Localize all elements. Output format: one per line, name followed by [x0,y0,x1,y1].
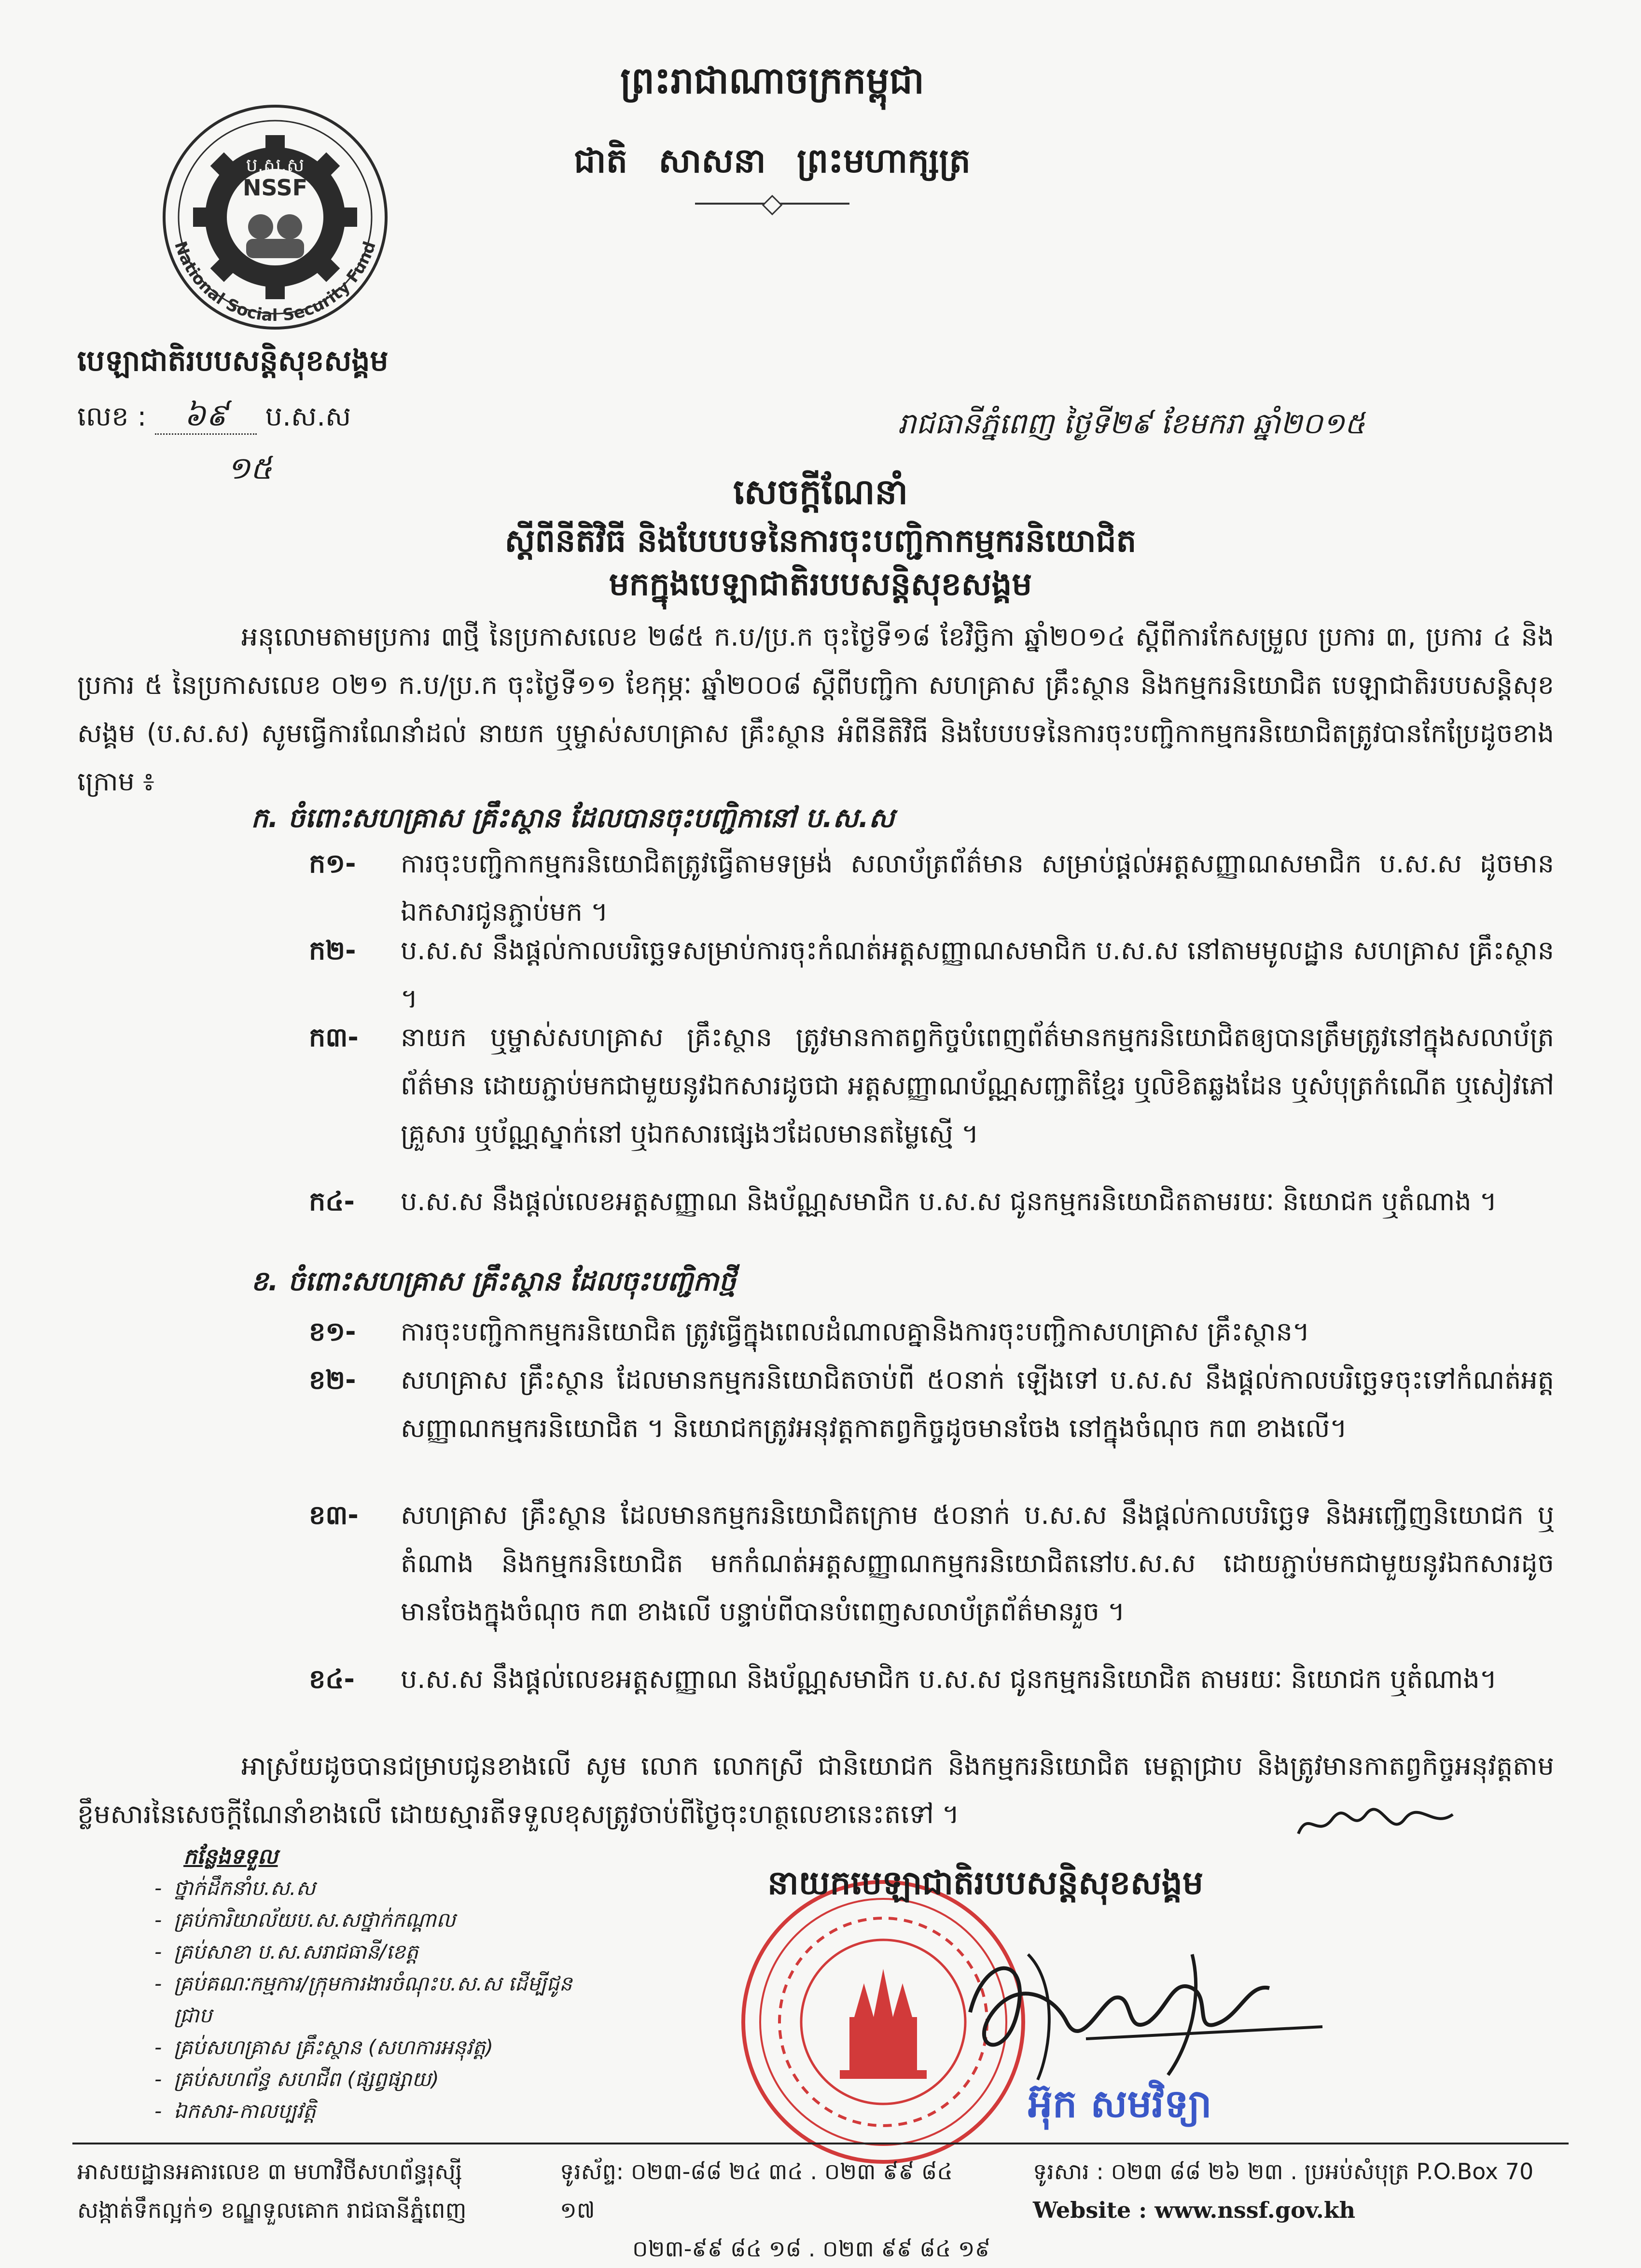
reference-label: លេខ : [77,401,147,432]
list-item: - គ្រប់សាខា ប.ស.សរាជធានី/ខេត្ត [174,1936,608,1968]
footer-divider [72,2143,1569,2144]
item-label: ខ២- [309,1365,356,1395]
recipients-list [174,1872,608,2127]
list-item [309,840,1554,936]
list-item [309,1177,1554,1226]
item-text: ការចុះបញ្ជិកាកម្មករនិយោជិត ត្រូវធ្វើក្នុងពេលដំណាលគ្នានិងការចុះបញ្ជិកាសហគ្រាស គ្រឹះស្ថាន។ [401,1316,1310,1347]
item-text: ប.ស.ស នឹងផ្តល់លេខអត្តសញ្ញាណ និងប័ណ្ណសមាជិក ប.ស.ស ជូនកម្មករនិយោជិតតាមរយៈ និយោជក ឬតំណាង ។ [401,1186,1497,1217]
list-item [309,1308,1554,1356]
national-motto: ជាតិ សាសនា ព្រះមហាក្សត្រ [574,141,971,180]
list-item: - គ្រប់គណៈកម្មការ/ក្រុមការងារចំណុះប.ស.ស ដើម្បីជូនជ្រាប [174,1968,608,2032]
item-label: ខ១- [309,1316,356,1347]
place-and-date: រាជធានីភ្នំពេញ ថ្ងៃទី២៩ ខែមករា ឆ្នាំ២០១៥ [898,407,1365,441]
list-item [309,1013,1554,1158]
footer-address [77,2152,560,2229]
intro-paragraph: អនុលោមតាមប្រការ ៣ថ្មី នៃប្រកាសលេខ ២៨៥ ក.ប/ប្រ.ក ចុះថ្ងៃទី១៨ ខែវិច្ឆិកា ឆ្នាំ២០១៤ ស្តីពីការកែសម្រួល ប្រការ ៣, ប្រការ ៤ និងប្រការ ៥ នៃប្រកាសលេខ ០២១ ក.ប/ប្រ.ក ចុះថ្ងៃទី១១ ខែកុម្ភៈ ឆ្នាំ២០០៨ ស្តីពីបញ្ជិកា សហគ្រាស គ្រឹះស្ថាន និងកម្មករនិយោជិត បេឡាជាតិរបបសន្តិសុខសង្គម (ប.ស.ស) សូមធ្វើការណែនាំដល់ នាយក ឬម្ចាស់សហគ្រាស គ្រឹះស្ថាន អំពីនីតិវិធី និងបែបបទនៃការចុះបញ្ជិកាកម្មករនិយោជិតត្រូវបានកែប្រែដូចខាងក្រោម ៖ [77,622,1554,797]
organization-name: បេឡាជាតិរបបសន្តិសុខសង្គម [77,344,389,378]
list-item: - គ្រប់សហគ្រាស គ្រឹះស្ថាន (សហការអនុវត្ត) [174,2032,608,2063]
document-subtitle-line2: មកក្នុងបេឡាជាតិរបបសន្តិសុខសង្គម [609,566,1032,603]
section-b-heading: ខ. ចំពោះសហគ្រាស គ្រឹះស្ថាន ដែលចុះបញ្ជិកាថ្មី [251,1266,736,1297]
list-item [309,1655,1554,1703]
kingdom-title: ព្រះរាជាណាចក្រកម្ពុជា [620,59,924,102]
list-item: - ថ្នាក់ដឹកនាំប.ស.ស [174,1872,608,1904]
reference-year: ១៥ [227,451,272,486]
website-link[interactable]: Website : www.nssf.gov.kh [1033,2197,1356,2223]
footer-phones [560,2152,994,2268]
item-text: សហគ្រាស គ្រឹះស្ថាន ដែលមានកម្មករនិយោជិតចាប់ពី ៥០នាក់ ឡើងទៅ ប.ស.ស នឹងផ្តល់កាលបរិច្ឆេទចុះទៅកំណត់អត្តសញ្ញាណកម្មករនិយោជិត ។ និយោជកត្រូវអនុវត្តកាតព្វកិច្ចដូចមានចែង នៅក្នុងចំណុច ក៣ ខាងលើ។ [401,1365,1554,1443]
item-text: ប.ស.ស នឹងផ្តល់លេខអត្តសញ្ញាណ និងប័ណ្ណសមាជិក ប.ស.ស ជូនកម្មករនិយោជិត តាមរយៈ និយោជក ឬតំណាង។ [401,1664,1497,1694]
list-item [309,1491,1554,1636]
item-label: ខ៤- [309,1664,355,1694]
phone-line: ០២៣-៩៩ ៨៤ ១៨ . ០២៣ ៩៩ ៨៤ ១៩ [632,2236,991,2262]
item-text: សហគ្រាស គ្រឹះស្ថាន ដែលមានកម្មករនិយោជិតក្រោម ៥០នាក់ ប.ស.ស នឹងផ្តល់កាលបរិច្ឆេទ និងអញ្ជើញនិយោជក ឬតំណាង និងកម្មករនិយោជិត មកកំណត់អត្តសញ្ញាណកម្មករនិយោជិតនៅប.ស.ស ដោយភ្ជាប់មកជាមួយនូវឯកសារដូចមានចែងក្នុងចំណុច ក៣ ខាងលើ បន្ទាប់ពីបានបំពេញសលាប័ត្រព័ត៌មានរួច ។ [401,1500,1554,1627]
phone-line: ទូរស័ព្ទ: ០២៣-៨៨ ២៤ ៣៤ . ០២៣ ៩៩ ៨៤ ១៧ [560,2158,953,2223]
list-item [309,1356,1554,1452]
fax-line: ទូរសារ : ០២៣ ៨៨ ២៦ ២៣ . ប្រអប់សំបុត្រ P.O.Box 70 [1033,2158,1534,2185]
item-label: ក៣- [309,1022,359,1052]
list-item: - គ្រប់ការិយាល័យប.ស.សថ្នាក់កណ្តាល [174,1904,608,1936]
item-text: ប.ស.ស នឹងផ្តល់កាលបរិច្ឆេទសម្រាប់ការចុះកំណត់អត្តសញ្ញាណសមាជិក ប.ស.ស នៅតាមមូលដ្ឋាន សហគ្រាស គ្រឹះស្ថាន ។ [401,935,1554,1014]
director-signature [941,1925,1327,2085]
closing-paragraph: អាស្រ័យដូចបានជម្រាបជូនខាងលើ សូម លោក លោកស្រី ជានិយោជក និងកម្មករនិយោជិត មេត្តាជ្រាប និងត្រូវមានកាតព្វកិច្ចអនុវត្តតាមខ្លឹមសារនៃសេចក្តីណែនាំខាងលើ ដោយស្មារតីទទួលខុសត្រូវចាប់ពីថ្ងៃចុះហត្ថលេខានេះតទៅ ។ [77,1751,1554,1829]
signatory-title: នាយកបេឡាជាតិរបបសន្តិសុខសង្គម [767,1864,1204,1902]
footer-contact [1033,2152,1602,2229]
item-text: នាយក ឬម្ចាស់សហគ្រាស គ្រឹះស្ថាន ត្រូវមានកាតព្វកិច្ចបំពេញព័ត៌មានកម្មករនិយោជិតឲ្យបានត្រឹមត្រូវនៅក្នុងសលាប័ត្រព័ត៌មាន ដោយភ្ជាប់មកជាមួយនូវឯកសារដូចជា អត្តសញ្ញាណប័ណ្ណសញ្ជាតិខ្មែរ ឬលិខិតឆ្លងដែន ឬសំបុត្រកំណើត ឬសៀវភៅគ្រួសារ ឬប័ណ្ណស្នាក់នៅ ឬឯកសារផ្សេងៗដែលមានតម្លៃស្មើ ។ [401,1022,1554,1149]
reference-value: ៦៩ [155,398,257,435]
reference-suffix: ប.ស.ស [265,401,351,432]
section-a-heading: ក. ចំពោះសហគ្រាស គ្រឹះស្ថាន ដែលបានចុះបញ្ជិកានៅ ប.ស.ស [251,802,895,834]
list-item: - គ្រប់សហព័ន្ធ សហជីព (ផ្សព្វផ្សាយ) [174,2063,608,2095]
list-item [309,927,1554,1023]
ornament-divider [695,203,849,205]
reference-number [77,396,351,441]
initials-handwriting [1293,1805,1458,1843]
recipients-title: កន្លែងទទួល [183,1844,278,1869]
address-line: អាសយដ្ឋានអគារលេខ ៣ មហាវិថីសហព័ន្ធរុស្ស៊ី [77,2158,462,2185]
list-item: - ឯកសារ-កាលប្បវត្តិ [174,2095,608,2127]
logo-acronym-km: ប.ស.ស [246,154,305,176]
item-text: ការចុះបញ្ជិកាកម្មករនិយោជិតត្រូវធ្វើតាមទម្រង់ សលាប័ត្រព័ត៌មាន សម្រាប់ផ្តល់អត្តសញ្ញាណសមាជិក ប.ស.ស ដូចមានឯកសារជូនភ្ជាប់មក ។ [401,848,1554,927]
item-label: ខ៣- [309,1500,359,1530]
item-label: ក២- [309,935,356,966]
logo-ring-text: National Social Security Fund [170,238,380,326]
item-label: ក១- [309,848,356,879]
signatory-name: អ៊ុក សមវិទ្យា [1028,2081,1212,2126]
document-title: សេចក្តីណែនាំ [733,471,908,512]
nssf-logo [140,97,410,347]
address-line: សង្កាត់ទឹកល្អក់១ ខណ្ឌទួលគោក រាជធានីភ្នំពេញ [77,2197,467,2223]
item-label: ក៤- [309,1186,355,1217]
logo-acronym-en: NSSF [242,175,308,201]
document-subtitle-line1: ស្តីពីនីតិវិធី និងបែបបទនៃការចុះបញ្ជិកាកម្មករនិយោជិត [504,522,1137,559]
